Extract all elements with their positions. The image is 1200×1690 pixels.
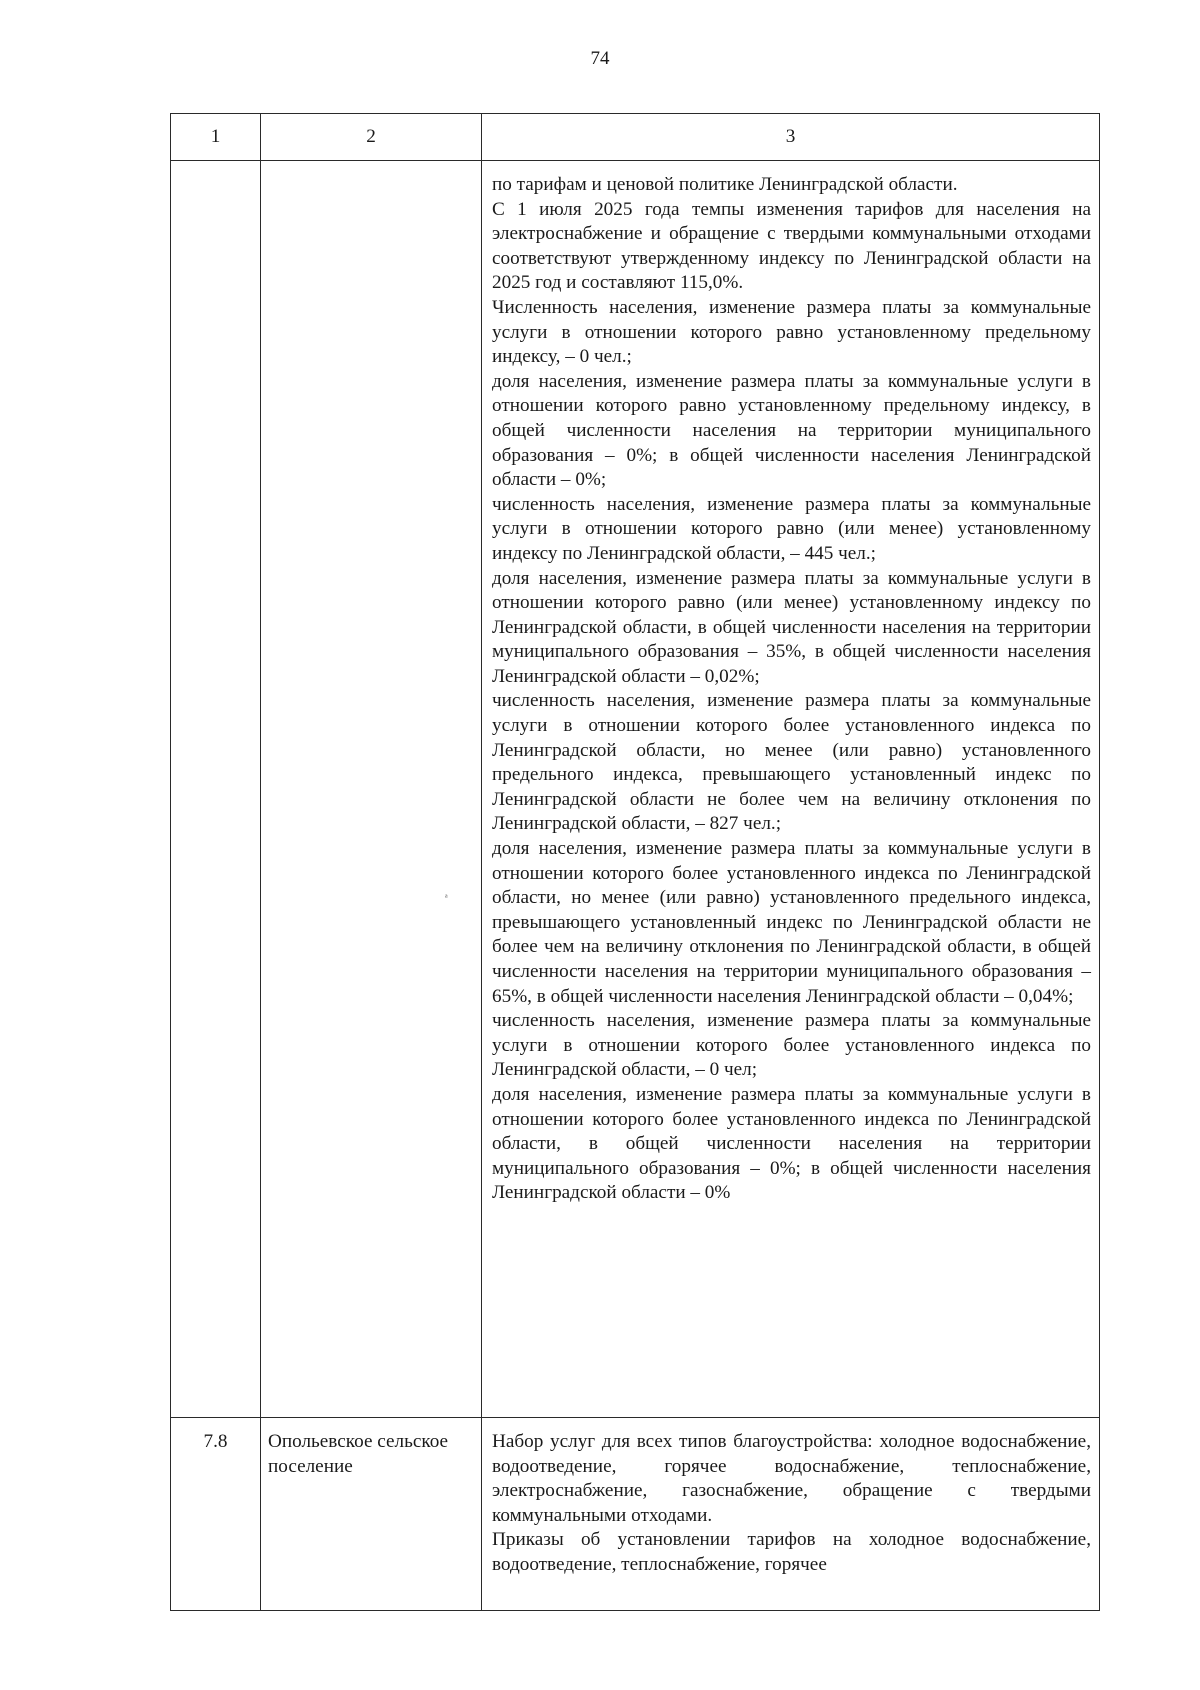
tariff-table bbox=[170, 113, 1100, 1611]
description-paragraph: С 1 июля 2025 года темпы изменения тарифов для населения на электроснабжение и обращение с твердыми коммунальными отходами соответствуют утвержденному индексу по Ленинградской области на 2025 год и составляют 115,0%. bbox=[492, 198, 1091, 294]
description-paragraph: доля населения, изменение размера платы за коммунальные услуги в отношении которого равно установленному предельному индексу, в общей численности населения на территории муниципального образования – 0%; в общей численности населения Ленинградской области – 0%; bbox=[492, 370, 1091, 491]
description-paragraph: доля населения, изменение размера платы за коммунальные услуги в отношении которого более установленного индекса по Ленинградской области, но менее (или равно) установленного предельного индекса, превышающего установленный индекс по Ленинградской области не более чем на величину отклонения по Ленинградской области, в общей численности населения на территории муниципального образования – 65%, в общей численности населения Ленинградской области – 0,04%; bbox=[492, 838, 1091, 1007]
row-number: 7.8 bbox=[171, 1418, 261, 1611]
description-paragraph: численность населения, изменение размера платы за коммунальные услуги в отношении которого более установленного индекса по Ленинградской области, – 0 чел; bbox=[492, 1010, 1091, 1081]
row-description bbox=[482, 1418, 1100, 1611]
row-description bbox=[482, 161, 1100, 1418]
row-number bbox=[171, 161, 261, 1418]
page-number: 74 bbox=[590, 48, 610, 69]
description-paragraph: доля населения, изменение размера платы за коммунальные услуги в отношении которого более установленного индекса по Ленинградской области, в общей численности населения на территории муниципального образования – 0%; в общей численности населения Ленинградской области – 0% bbox=[492, 1083, 1091, 1204]
description-paragraph: Приказы об установлении тарифов на холодное водоснабжение, водоотведение, теплоснабжение, горячее bbox=[492, 1529, 1091, 1575]
description-paragraph: доля населения, изменение размера платы за коммунальные услуги в отношении которого равно (или менее) установленному индексу по Ленинградской области, в общей численности населения на территории муниципального образования – 35%, в общей численности населения Ленинградской области – 0,02%; bbox=[492, 567, 1091, 687]
table-row bbox=[171, 161, 1100, 1418]
scan-speck: ᵃ bbox=[445, 892, 448, 903]
description-paragraph: Набор услуг для всех типов благоустройства: холодное водоснабжение, водоотведение, горячее водоснабжение, теплоснабжение, электроснабжение, газоснабжение, обращение с твердыми коммунальными отходами. bbox=[492, 1431, 1091, 1526]
table-row bbox=[171, 1418, 1100, 1611]
description-paragraph: Численность населения, изменение размера платы за коммунальные услуги в отношении которого равно установленному предельному индексу, – 0 чел.; bbox=[492, 296, 1091, 368]
header-col-3: 3 bbox=[482, 114, 1100, 161]
description-paragraph: по тарифам и ценовой политике Ленинградской области. bbox=[492, 174, 958, 195]
row-settlement-name bbox=[261, 161, 482, 1418]
row-settlement-name: Опольевское сельское поселение bbox=[261, 1418, 482, 1611]
description-paragraph: численность населения, изменение размера платы за коммунальные услуги в отношении которого равно (или менее) установленному индексу по Ленинградской области, – 445 чел.; bbox=[492, 493, 1091, 564]
table-header-row bbox=[171, 114, 1100, 161]
header-col-2: 2 bbox=[261, 114, 482, 161]
header-col-1: 1 bbox=[171, 114, 261, 161]
description-paragraph: численность населения, изменение размера платы за коммунальные услуги в отношении которого более установленного индекса по Ленинградской области, но менее (или равно) установленного предельного индекса, превышающего установленный индекс по Ленинградской области не более чем на величину отклонения по Ленинградской области, – 827 чел.; bbox=[492, 690, 1091, 835]
